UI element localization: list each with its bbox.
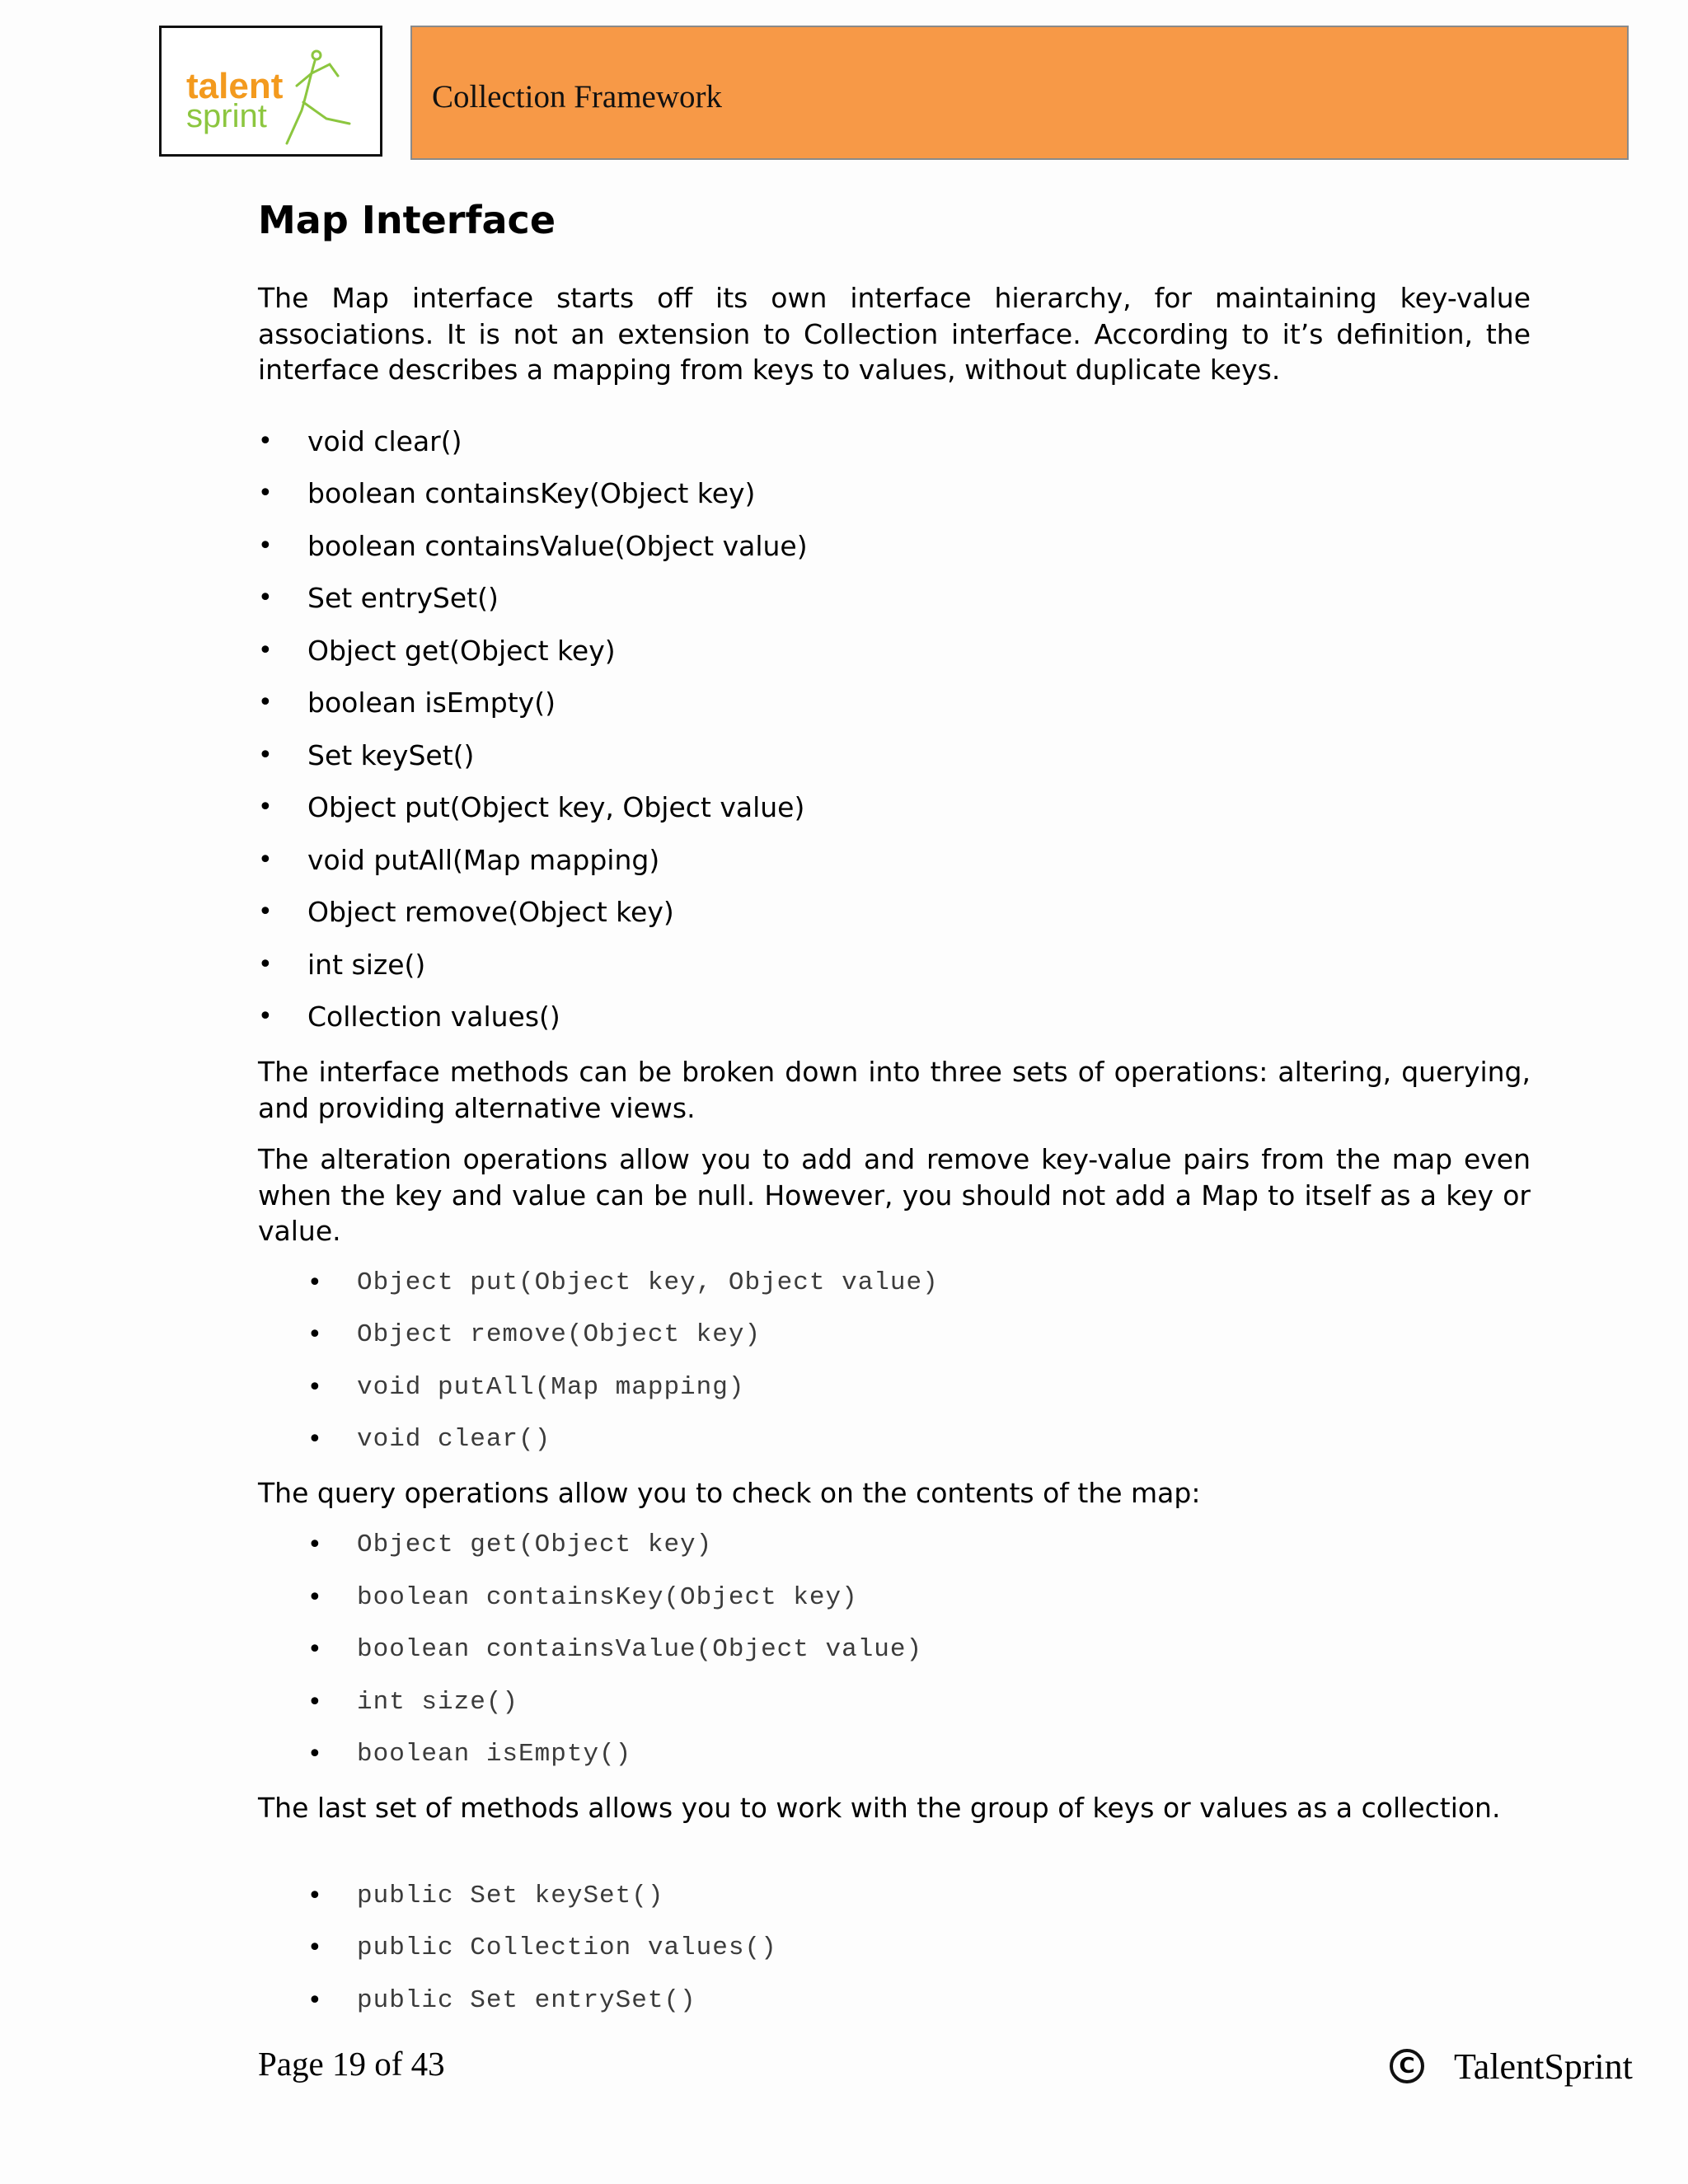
- code-text: boolean containsValue(Object value): [357, 1635, 923, 1664]
- bullet-icon: •: [307, 1882, 322, 1910]
- talentsprint-logo: [159, 26, 382, 157]
- method-text: Set keySet(): [307, 739, 475, 771]
- code-text: void clear(): [357, 1425, 551, 1454]
- bullet-icon: •: [307, 1933, 322, 1962]
- bullet-icon: •: [258, 846, 273, 874]
- views-paragraph: The last set of methods allows you to work with the group of keys or values as a collection.: [258, 1792, 1501, 1824]
- method-text: void putAll(Map mapping): [307, 844, 660, 876]
- method-text: Collection values(): [307, 1001, 560, 1033]
- bullet-icon: •: [258, 1002, 273, 1031]
- logo-graphic: [162, 28, 385, 159]
- bullet-icon: •: [307, 1986, 322, 2015]
- method-text: int size(): [307, 949, 426, 981]
- page-number: Page 19 of 43: [258, 2045, 445, 2083]
- intro-paragraph: The Map interface starts off its own interface hierarchy, for maintaining key-value associations. It is not an extension to Collection interface. According to it’s definition, the interface describes a mapping from keys to values, without duplicate keys.: [258, 282, 1531, 386]
- bullet-icon: •: [307, 1373, 322, 1402]
- method-text: Set entrySet(): [307, 582, 499, 614]
- bullet-icon: •: [258, 950, 273, 979]
- code-text: public Set entrySet(): [357, 1986, 696, 2015]
- query-paragraph: The query operations allow you to check on the contents of the map:: [258, 1477, 1201, 1509]
- header-bar: [410, 26, 1629, 160]
- method-text: void clear(): [307, 425, 462, 457]
- bullet-icon: •: [258, 583, 273, 612]
- code-text: boolean containsKey(Object key): [357, 1583, 858, 1612]
- logo-text-bottom: sprint: [186, 98, 267, 134]
- page-heading: Map Interface: [258, 198, 556, 242]
- logo-text-top: talent: [186, 66, 284, 106]
- code-text: boolean isEmpty(): [357, 1740, 632, 1769]
- bullet-icon: •: [307, 1688, 322, 1717]
- bullet-icon: •: [307, 1425, 322, 1454]
- document-title: Collection Framework: [432, 79, 723, 115]
- bullet-icon: •: [307, 1530, 322, 1559]
- copyright-footer: [1390, 2044, 1633, 2088]
- method-text: Object remove(Object key): [307, 896, 674, 928]
- bullet-icon: •: [258, 532, 273, 560]
- method-text: boolean containsValue(Object value): [307, 530, 808, 562]
- bullet-icon: •: [307, 1320, 322, 1349]
- code-text: Object put(Object key, Object value): [357, 1268, 939, 1297]
- code-text: public Set keySet(): [357, 1882, 664, 1910]
- method-text: Object put(Object key, Object value): [307, 791, 805, 823]
- method-text: Object get(Object key): [307, 635, 616, 667]
- alteration-paragraph: The alteration operations allow you to add and remove key-value pairs from the map even when the key and value can be null. However, you should not add a Map to itself as a key or value.: [258, 1143, 1531, 1247]
- bullet-icon: •: [258, 479, 273, 508]
- bullet-icon: •: [258, 636, 273, 665]
- method-text: boolean isEmpty(): [307, 687, 556, 719]
- code-text: int size(): [357, 1688, 519, 1717]
- bullet-icon: •: [307, 1583, 322, 1612]
- brand-name: TalentSprint: [1454, 2046, 1633, 2087]
- runner-icon: [287, 51, 349, 143]
- bullet-icon: •: [307, 1635, 322, 1664]
- code-text: public Collection values(): [357, 1933, 777, 1962]
- bullet-icon: •: [258, 688, 273, 717]
- bullet-icon: •: [258, 793, 273, 822]
- bullet-icon: •: [307, 1268, 322, 1297]
- bullet-icon: •: [258, 741, 273, 770]
- code-text: Object remove(Object key): [357, 1320, 762, 1349]
- method-text: boolean containsKey(Object key): [307, 477, 756, 509]
- bullet-icon: •: [258, 898, 273, 926]
- copyright-icon: C: [1390, 2049, 1424, 2083]
- bullet-icon: •: [258, 427, 273, 456]
- bullet-icon: •: [307, 1740, 322, 1769]
- code-text: Object get(Object key): [357, 1530, 713, 1559]
- operations-paragraph: The interface methods can be broken down into three sets of operations: altering, querying, and providing alternative views.: [258, 1056, 1531, 1124]
- code-text: void putAll(Map mapping): [357, 1373, 745, 1402]
